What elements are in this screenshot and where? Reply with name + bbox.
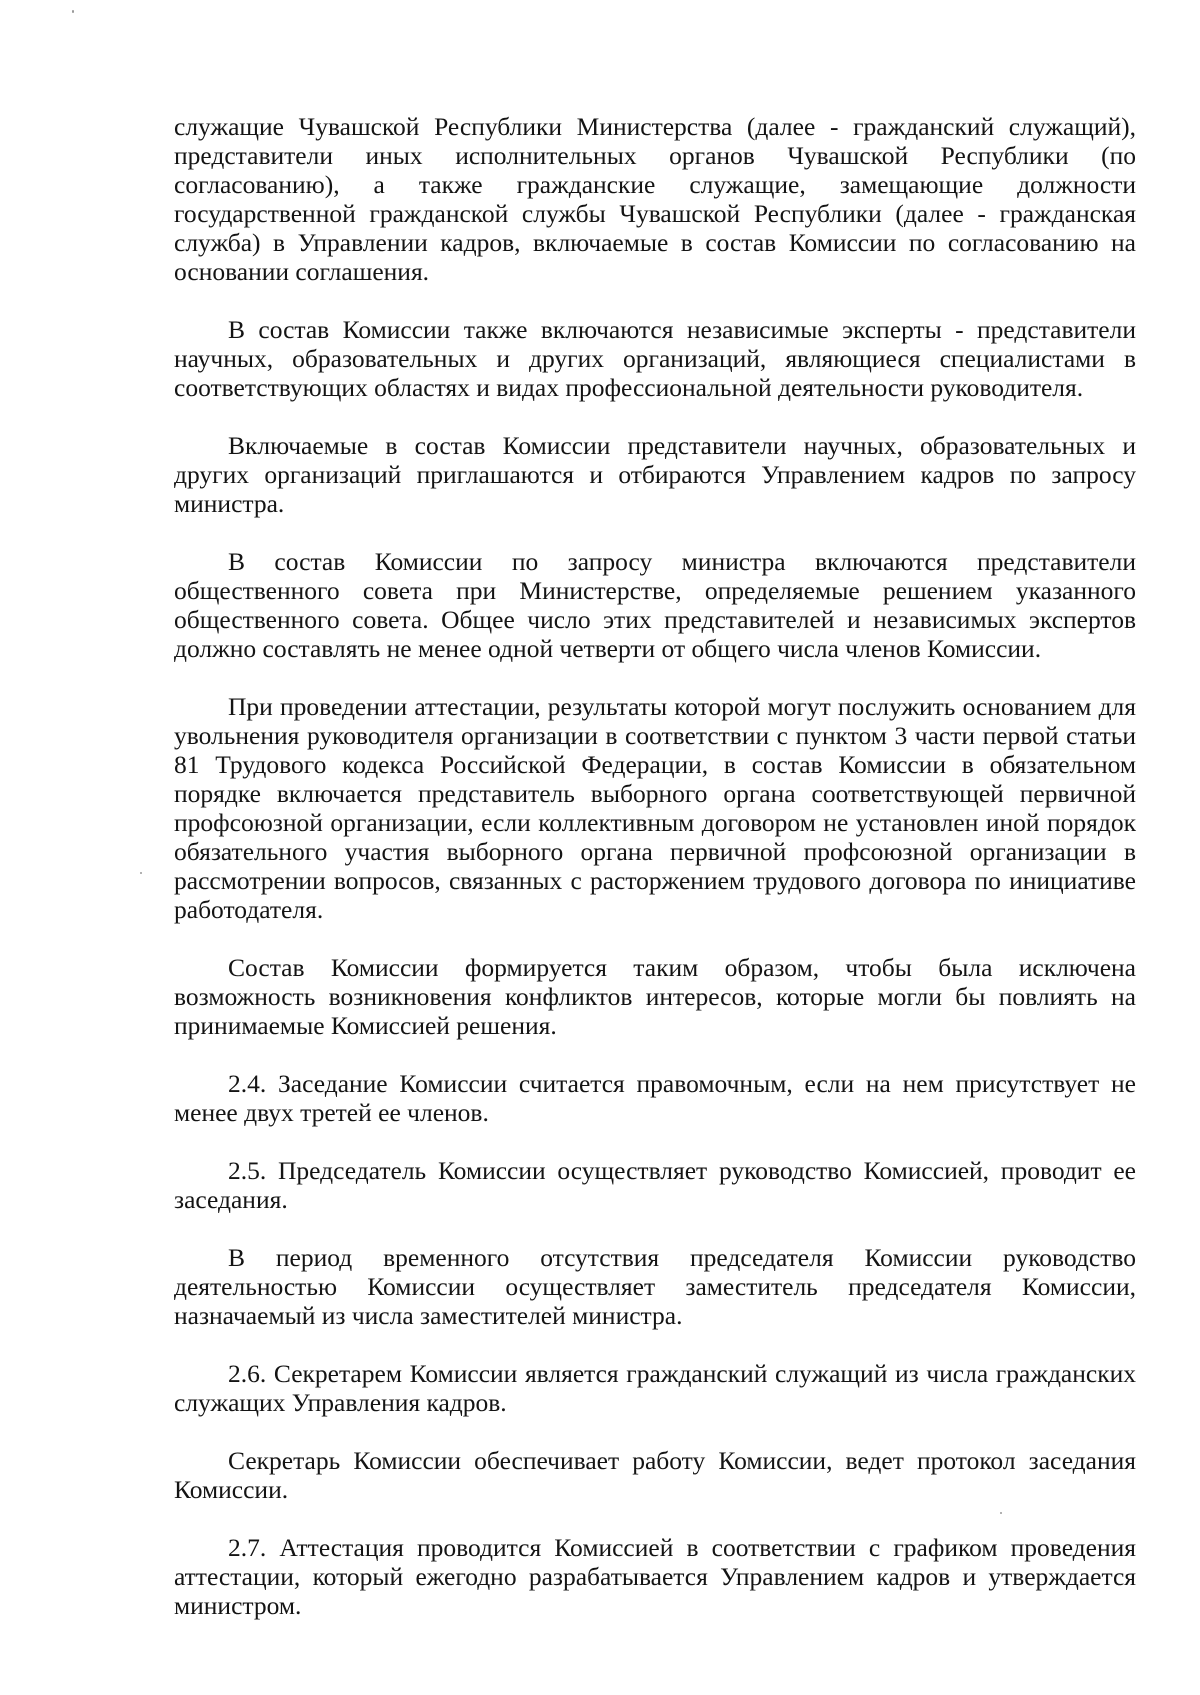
paragraph-clause-2-6: 2.6. Секретарем Комиссии является гражданский служащий из числа гражданских служащих Управления кадров. xyxy=(174,1359,1136,1417)
paragraph: При проведении аттестации, результаты которой могут послужить основанием для увольнения руководителя организации в соответствии с пунктом 3 части первой статьи 81 Трудового кодекса Российской Федерации, в состав Комиссии в обязательном порядке включается представитель выборного органа соответствующей первичной профсоюзной организации, если коллективным договором не установлен иной порядок обязательного участия выборного органа первичной профсоюзной организации в рассмотрении вопросов, связанных с расторжением трудового договора по инициативе работодателя. xyxy=(174,692,1136,924)
paragraph-clause-2-5: 2.5. Председатель Комиссии осуществляет руководство Комиссией, проводит ее заседания. xyxy=(174,1156,1136,1214)
document-body xyxy=(174,112,1136,1649)
scan-speck xyxy=(140,872,142,874)
paragraph: служащие Чувашской Республики Министерства (далее - гражданский служащий), представители иных исполнительных органов Чувашской Республики (по согласованию), а также гражданские служащие, замещающие должности государственной гражданской службы Чувашской Республики (далее - гражданская служба) в Управлении кадров, включаемые в состав Комиссии по согласованию на основании соглашения. xyxy=(174,112,1136,286)
paragraph: Секретарь Комиссии обеспечивает работу Комиссии, ведет протокол заседания Комиссии. xyxy=(174,1446,1136,1504)
scan-speck xyxy=(72,10,74,13)
paragraph-clause-2-4: 2.4. Заседание Комиссии считается правомочным, если на нем присутствует не менее двух третей ее членов. xyxy=(174,1069,1136,1127)
paragraph-clause-2-7: 2.7. Аттестация проводится Комиссией в соответствии с графиком проведения аттестации, который ежегодно разрабатывается Управлением кадров и утверждается министром. xyxy=(174,1533,1136,1620)
paragraph: В состав Комиссии также включаются независимые эксперты - представители научных, образовательных и других организаций, являющиеся специалистами в соответствующих областях и видах профессиональной деятельности руководителя. xyxy=(174,315,1136,402)
paragraph: В период временного отсутствия председателя Комиссии руководство деятельностью Комиссии осуществляет заместитель председателя Комиссии, назначаемый из числа заместителей министра. xyxy=(174,1243,1136,1330)
paragraph: В состав Комиссии по запросу министра включаются представители общественного совета при Министерстве, определяемые решением указанного общественного совета. Общее число этих представителей и независимых экспертов должно составлять не менее одной четверти от общего числа членов Комиссии. xyxy=(174,547,1136,663)
paragraph: Состав Комиссии формируется таким образом, чтобы была исключена возможность возникновения конфликтов интересов, которые могли бы повлиять на принимаемые Комиссией решения. xyxy=(174,953,1136,1040)
paragraph: Включаемые в состав Комиссии представители научных, образовательных и других организаций приглашаются и отбираются Управлением кадров по запросу министра. xyxy=(174,431,1136,518)
